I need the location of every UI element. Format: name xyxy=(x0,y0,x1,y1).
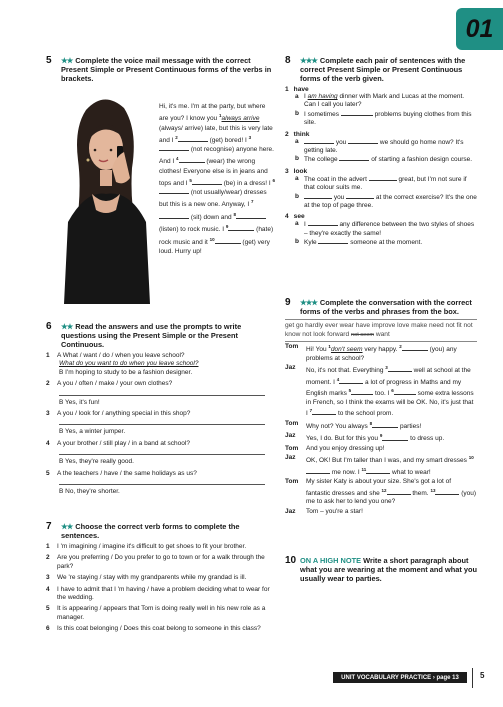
answer-gap[interactable] xyxy=(394,389,416,395)
answer-gap[interactable] xyxy=(402,345,428,351)
answer-gap[interactable] xyxy=(339,378,363,384)
answer-gap[interactable] xyxy=(159,145,189,151)
question-1: 1 A What / want / do / when you leave school? xyxy=(46,352,185,359)
dialogue-line: Tom Why not? You always $^8$ parties! xyxy=(285,419,422,430)
answer-line[interactable] xyxy=(59,454,265,455)
unit-vocabulary-practice-link[interactable]: UNIT VOCABULARY PRACTICE › page 13 xyxy=(333,672,467,683)
answer-gap[interactable] xyxy=(304,138,334,144)
difficulty-stars: ★★★ xyxy=(300,298,317,307)
sentence-5[interactable]: 5 It is appearing / appears that Tom is doing really well in his new role as a manager. xyxy=(46,605,266,621)
answer-gap[interactable] xyxy=(215,238,241,244)
dialogue-line: Jaz Yes, I do. But for this you $^9$ to dress up. xyxy=(285,432,445,443)
on-a-high-note-tag: ON A HIGH NOTE xyxy=(300,556,362,565)
difficulty-stars: ★★★ xyxy=(300,56,317,65)
answer-gap[interactable] xyxy=(179,157,205,163)
answer-gap[interactable] xyxy=(387,489,411,495)
answer-line[interactable] xyxy=(59,484,265,485)
question-2: 2 A you / often / make / your own clothes? xyxy=(46,380,173,388)
exercise-8-heading: 8 ★★★ Complete each pair of sentences with the correct Present Simple or Present Continuous forms of the verb given. xyxy=(285,55,466,83)
sentence-4[interactable]: 4 I have to admit that I 'm having / have a problem deciding what to wear for the wedding. xyxy=(46,585,270,602)
answer-gap[interactable] xyxy=(159,213,189,219)
answer-gap[interactable] xyxy=(304,193,332,199)
answer-gap[interactable] xyxy=(346,193,374,199)
exercise-7 xyxy=(46,522,278,634)
divider xyxy=(472,668,473,688)
dialogue-line: Tom My sister Katy is about your size. She's got a lot of fantastic dresses and she $^{12}$ them. $^{13}$ (you) me to ask her to lend you one? xyxy=(285,478,477,506)
answer-line[interactable] xyxy=(59,424,265,425)
dialogue-line: Jaz Tom – you're a star! xyxy=(285,507,363,515)
used-example-word: not seem xyxy=(350,331,374,338)
exercise-5 xyxy=(46,55,278,255)
answer-gap[interactable] xyxy=(312,409,336,415)
exercise-9 xyxy=(285,298,477,516)
verb-group-3: 3 look xyxy=(285,167,308,175)
sentence-1[interactable]: 1 I 'm imagining / imagine it's difficult to get shoes to fit your brother. xyxy=(46,543,247,550)
answer-gap[interactable] xyxy=(192,179,222,185)
answer-gap[interactable] xyxy=(341,110,373,116)
answer-gap[interactable] xyxy=(435,489,459,495)
answer-gap[interactable] xyxy=(348,138,378,144)
answer-gap[interactable] xyxy=(318,238,348,244)
voicemail-message: Hi, it's me. I'm at the party, but where are you? I know you $^1$always arrive (always/ arrive) late, but this is very late and I $^2$ (get) bored! I $^3$ (not recognise) anyone here. And I $^4$ (wear) the wrong clothes! Everyone else is in jeans and tops and I $^5$ (be) in a dress! I $^6$ (not usually/wear) dresses but this is a new one. Anyway, I $^7$ (sit) down and $^8$ (listen) to rock music. I $^9$ (hate) rock music and it $^{10}$ (get) very loud. Hurry up! xyxy=(159,103,275,255)
difficulty-stars: ★★ xyxy=(61,56,73,65)
example-answer: am having xyxy=(307,93,338,100)
word-box: get go hardly ever wear have improve love make need not fit not know not look forward not seem want xyxy=(285,319,477,342)
dialogue-line: Tom Hi! You $^1$don't seem very happy. $^2$ (you) any problems at school? xyxy=(285,343,457,362)
verb-group-1: 1 have xyxy=(285,86,309,93)
answer-gap[interactable] xyxy=(228,225,254,231)
dialogue-line: Jaz No, it's not that. Everything $^3$ well at school at the moment. I $^4$ a lot of progress in Maths and my English marks $^5$ too. I $^6$ some extra lessons in French, so I think the exams will be OK. No, it's just that I $^7$ to the school prom. xyxy=(285,364,474,418)
woman-on-phone-photo xyxy=(46,90,158,304)
exercise-5-heading: 5 ★★ Complete the voice mail message with the correct Present Simple or Present Continuous forms of the verbs in brackets. xyxy=(46,55,272,83)
answer-line[interactable] xyxy=(59,395,265,396)
exercise-9-heading: 9 ★★★ Complete the conversation with the correct forms of the verbs and phrases from the box. xyxy=(285,297,472,316)
unit-badge: 01 xyxy=(456,8,503,50)
page-number: 5 xyxy=(480,671,485,680)
exercise-10 xyxy=(285,556,477,583)
sentence-2[interactable]: 2 Are you preferring / Do you prefer to go to town or for a walk through the park? xyxy=(46,554,265,570)
exercise-10-heading: 10 ON A HIGH NOTE Write a short paragraph about what you are wearing at the moment and what you usually wear to parties. xyxy=(285,555,477,583)
answer-gap[interactable] xyxy=(388,366,412,372)
exercise-6: 6 ★★ Read the answers and use the prompts to write questions using the Present Simple or the Present Continuous. 1 A What / want / do / when you leave school? What do you want to do when you leave school? B I'm hoping to study to be a fashion designer. 2 A you / often / make / your own clothes? B Yes, it's fun! 3 A you / look for / anything special in this shop? B Yes, a winter jumper. 4 A your brother / still play / in a band at school? B Yes, they're really good. 5 A the teachers / have / the same holidays as us? B No, they're shorter. xyxy=(46,322,278,496)
answer-gap[interactable] xyxy=(339,155,369,161)
answer-gap[interactable] xyxy=(369,175,397,181)
sentence-3[interactable]: 3 We 're staying / stay with my grandparents while my grandad is ill. xyxy=(46,574,247,582)
sentence-6[interactable]: 6 Is this coat belonging / Does this coat belong to someone in this class? xyxy=(46,625,261,633)
answer-gap[interactable] xyxy=(366,468,390,474)
question-4: 4 A your brother / still play / in a band at school? xyxy=(46,439,190,447)
difficulty-stars: ★★ xyxy=(61,522,73,531)
model-answer: What do you want to do when you leave school? xyxy=(59,360,199,368)
answer-gap[interactable] xyxy=(382,435,408,441)
dialogue-line: Tom And you enjoy dressing up! xyxy=(285,444,385,452)
dialogue-line: Jaz OK, OK! But I'm taller than I was, and my smart dresses $^{10}$ me now. I $^{11}$ what to wear! xyxy=(285,454,474,477)
answer-gap[interactable] xyxy=(159,188,189,194)
exercise-8: 8 ★★★ Complete each pair of sentences with the correct Present Simple or Present Continuous forms of the verb given. 1 have a I am having dinner with Mark and Lucas at the moment. Can I call you later? b I sometimes problems buying clothes from this site. 2 think a you we should go home now? It's getting late. b The college of starting a fashion design course. 3 look a The coat in the advert great, but I'm not sure if that colour suits me. b you at the correct exercise? It's the one at the top of page three. 4 see a I any difference between the two styles of shoes – they're exactly the same! b Kyle someone at the moment. xyxy=(285,55,477,247)
difficulty-stars: ★★ xyxy=(61,322,73,331)
exercise-6-heading: 6 ★★ Read the answers and use the prompts to write questions using the Present Simple or the Present Continuous. xyxy=(46,321,242,349)
answer-gap[interactable] xyxy=(236,213,266,219)
example-answer: don't seem xyxy=(330,346,363,354)
exercise-7-heading: 7 ★★ Choose the correct verb forms to complete the sentences. xyxy=(46,521,240,540)
question-3: 3 A you / look for / anything special in this shop? xyxy=(46,410,191,418)
example-answer: always arrive xyxy=(221,115,260,123)
question-5: 5 A the teachers / have / the same holidays as us? xyxy=(46,469,197,477)
answer-gap[interactable] xyxy=(308,220,338,226)
answer-gap[interactable] xyxy=(178,136,208,142)
answer-gap[interactable] xyxy=(372,422,398,428)
answer-gap[interactable] xyxy=(306,468,330,474)
verb-group-2: 2 think xyxy=(285,130,310,138)
answer-gap[interactable] xyxy=(351,389,373,395)
verb-group-4: 4 see xyxy=(285,213,305,221)
